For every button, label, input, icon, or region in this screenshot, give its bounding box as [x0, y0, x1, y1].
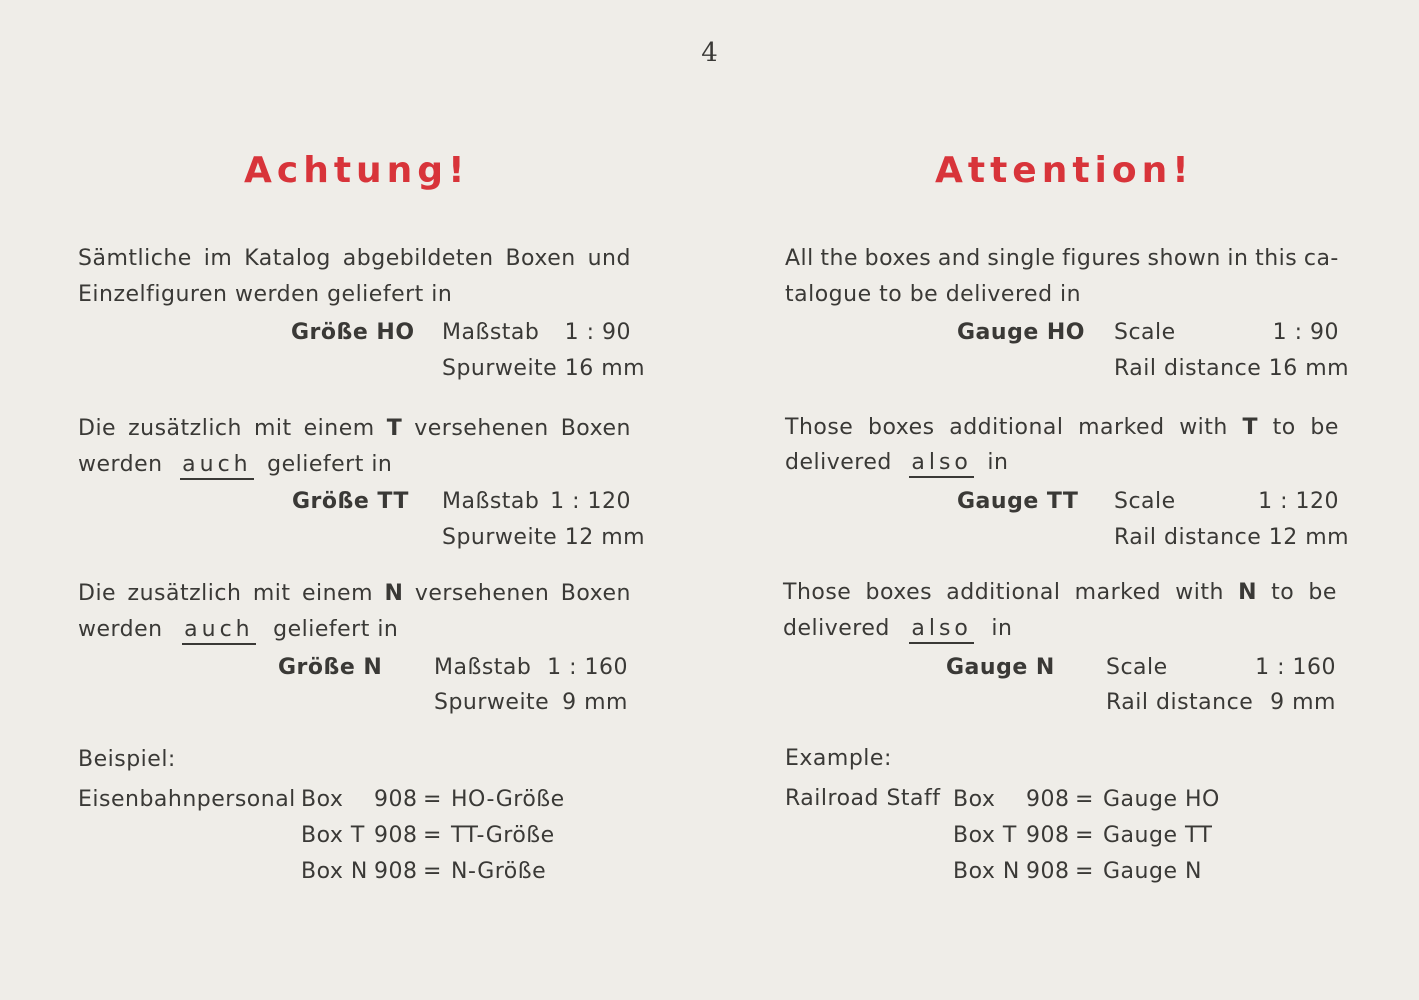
english-example-result: Gauge TT: [1103, 823, 1213, 848]
english-ho-gauge: Rail distance 16 mm: [1114, 356, 1350, 381]
word: be: [1310, 415, 1339, 440]
german-n-note-line1: [78, 576, 631, 612]
german-tt-gauge: Spurweite 12 mm: [442, 525, 646, 550]
german-example-label: Beispiel:: [78, 747, 176, 772]
word: ca-: [1303, 246, 1339, 271]
word: Boxen: [560, 581, 631, 606]
word: Those: [783, 580, 852, 605]
german-intro-line1: [78, 241, 631, 277]
word: zusätzlich: [127, 581, 242, 606]
english-n-size: Gauge N: [946, 655, 1055, 680]
word: werden: [78, 617, 163, 642]
english-example-num: 908: [1026, 823, 1070, 848]
english-t-note-line2: [785, 445, 1008, 481]
german-example-num: 908: [374, 823, 418, 848]
word: with: [1175, 580, 1224, 605]
word: delivered: [783, 616, 890, 641]
english-example-eq: =: [1075, 823, 1094, 848]
german-ho-gauge: Spurweite 16 mm: [442, 356, 646, 381]
english-title: Attention!: [935, 150, 1194, 191]
word: All: [785, 246, 814, 271]
english-intro-line1: [785, 241, 1339, 277]
english-example-box: Box N: [953, 859, 1020, 884]
english-tt-size: Gauge TT: [957, 489, 1079, 514]
german-example-box: Box N: [301, 859, 368, 884]
english-example-box: Box T: [953, 823, 1017, 848]
word: in: [987, 450, 1009, 475]
english-example-box: Box: [953, 787, 996, 812]
word: single: [987, 246, 1056, 271]
german-n-gauge-value: 9 mm: [562, 690, 628, 715]
english-n-gauge-value: 9 mm: [1270, 690, 1336, 715]
english-tt-scale-label: Scale: [1114, 489, 1176, 514]
english-n-note-line2: [783, 611, 1012, 647]
word: zusätzlich: [128, 416, 242, 441]
word: and: [937, 246, 981, 271]
word: einem: [303, 416, 375, 441]
german-n-scale-label: Maßstab: [434, 655, 532, 680]
german-example-result: N-Größe: [451, 859, 547, 884]
word: T: [1242, 415, 1259, 440]
german-tt-scale-value: 1 : 120: [550, 489, 631, 514]
german-example-num: 908: [374, 859, 418, 884]
english-ho-size: Gauge HO: [957, 320, 1086, 345]
english-example-eq: =: [1075, 859, 1094, 884]
english-n-note-line1: [783, 575, 1337, 611]
english-example-num: 908: [1026, 787, 1070, 812]
word: with: [1179, 415, 1228, 440]
english-tt-gauge: Rail distance 12 mm: [1114, 525, 1350, 550]
word: Die: [78, 416, 117, 441]
english-ho-scale-value: 1 : 90: [1272, 320, 1339, 345]
english-n-gauge-label: Rail distance: [1106, 690, 1254, 715]
word: figures: [1062, 246, 1141, 271]
emphasis-word: auch: [180, 452, 253, 480]
word: abgebildeten: [342, 246, 494, 271]
german-example-eq: =: [423, 787, 442, 812]
word: Those: [785, 415, 854, 440]
word: versehenen: [414, 581, 550, 606]
word: in: [1227, 246, 1249, 271]
german-title: Achtung!: [244, 150, 470, 191]
english-example-label: Example:: [785, 746, 892, 771]
emphasis-word: also: [909, 450, 974, 478]
page-number: 4: [701, 38, 718, 68]
english-example-result: Gauge HO: [1103, 787, 1220, 812]
german-tt-size: Größe TT: [292, 489, 409, 514]
word: shown: [1147, 246, 1221, 271]
word: this: [1255, 246, 1298, 271]
emphasis-word: auch: [182, 617, 255, 645]
german-example-result: TT-Größe: [451, 823, 555, 848]
word: marked: [1074, 580, 1162, 605]
english-intro-line2: talogue to be delivered in: [785, 282, 1082, 307]
german-example-eq: =: [423, 859, 442, 884]
english-n-scale-label: Scale: [1106, 655, 1168, 680]
word: additional: [946, 580, 1061, 605]
german-example-num: 908: [374, 787, 418, 812]
word: to: [1271, 580, 1295, 605]
word: boxes: [864, 246, 932, 271]
english-example-eq: =: [1075, 787, 1094, 812]
german-example-result: HO-Größe: [451, 787, 565, 812]
german-n-size: Größe N: [278, 655, 383, 680]
german-example-box: Box: [301, 787, 344, 812]
word: to: [1272, 415, 1296, 440]
word: Katalog: [244, 246, 331, 271]
word: mit: [252, 581, 291, 606]
word: versehenen: [414, 416, 549, 441]
word: N: [1238, 580, 1258, 605]
english-ho-scale-label: Scale: [1114, 320, 1176, 345]
word: Boxen: [560, 416, 631, 441]
word: werden: [78, 452, 163, 477]
german-n-scale-value: 1 : 160: [547, 655, 628, 680]
word: im: [203, 246, 233, 271]
german-t-note-line1: [78, 411, 631, 447]
emphasis-word: also: [909, 616, 974, 644]
word: boxes: [867, 415, 935, 440]
german-ho-scale-value: 1 : 90: [564, 320, 631, 345]
english-example-result: Gauge N: [1103, 859, 1202, 884]
german-n-gauge-label: Spurweite: [434, 690, 550, 715]
german-ho-scale-label: Maßstab: [442, 320, 540, 345]
word: einem: [301, 581, 374, 606]
english-tt-scale-value: 1 : 120: [1258, 489, 1339, 514]
word: in: [991, 616, 1013, 641]
german-n-note-line2: [78, 612, 398, 648]
word: marked: [1078, 415, 1165, 440]
german-tt-scale-label: Maßstab: [442, 489, 540, 514]
word: T: [386, 416, 403, 441]
word: delivered: [785, 450, 892, 475]
word: be: [1308, 580, 1337, 605]
word: und: [587, 246, 631, 271]
english-example-num: 908: [1026, 859, 1070, 884]
word: Die: [78, 581, 117, 606]
german-t-note-line2: [78, 447, 392, 483]
english-example-name: Railroad Staff: [785, 786, 941, 811]
german-ho-size: Größe HO: [291, 320, 415, 345]
german-example-box: Box T: [301, 823, 365, 848]
word: Boxen: [505, 246, 576, 271]
word: geliefert in: [267, 452, 393, 477]
word: additional: [949, 415, 1064, 440]
word: geliefert in: [273, 617, 399, 642]
german-intro-line2: Einzelfiguren werden geliefert in: [78, 282, 453, 307]
word: boxes: [865, 580, 933, 605]
german-example-name: Eisenbahnpersonal: [78, 787, 296, 812]
word: mit: [253, 416, 292, 441]
word: N: [384, 581, 404, 606]
word: the: [820, 246, 858, 271]
english-n-scale-value: 1 : 160: [1255, 655, 1336, 680]
word: Sämtliche: [78, 246, 192, 271]
german-example-eq: =: [423, 823, 442, 848]
english-t-note-line1: [785, 410, 1339, 446]
